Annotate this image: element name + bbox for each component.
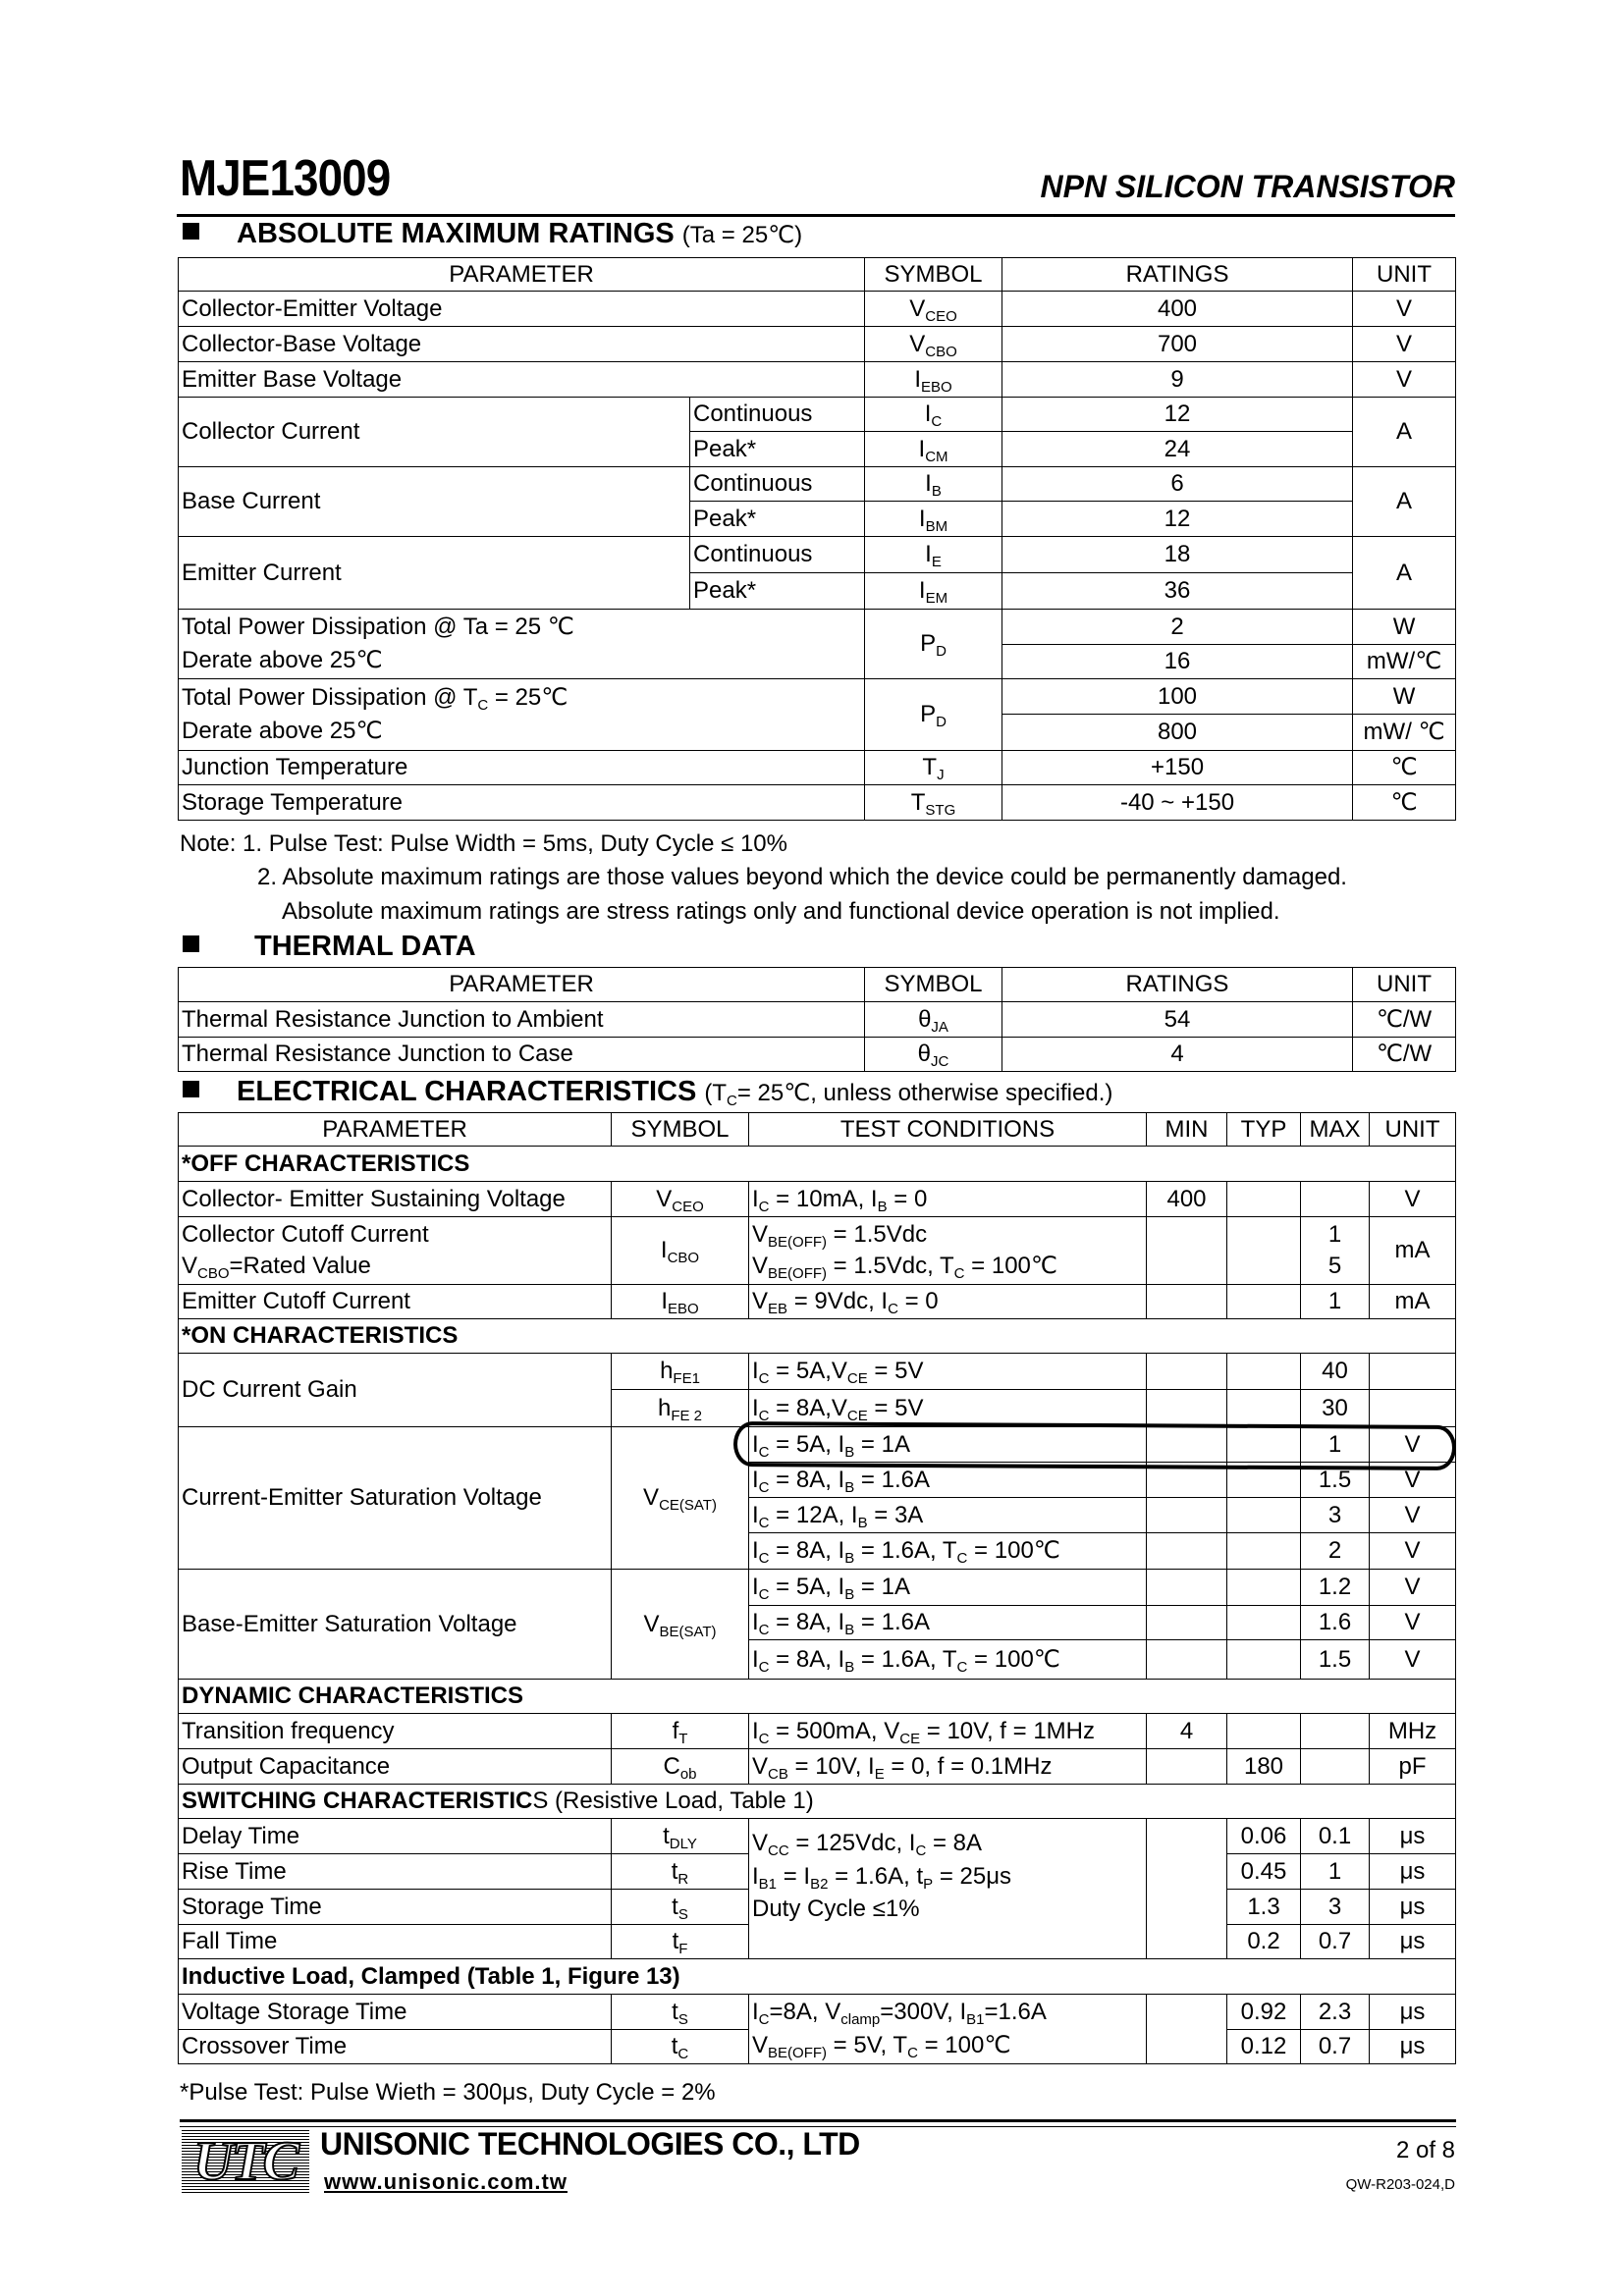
col-header: PARAMETER xyxy=(179,258,865,292)
company-url[interactable]: www.unisonic.com.tw xyxy=(324,2169,568,2194)
bullet-icon xyxy=(183,935,199,952)
table-row: Total Power Dissipation @ $T_C$ = 25℃ Derate above 25℃ $P_D$ 100 W xyxy=(179,679,1456,715)
table-row: Collector Current Continuous $I_C$ 12 A xyxy=(179,398,1456,432)
document-number: QW-R203-024,D xyxy=(1345,2176,1455,2193)
part-number: MJE13009 xyxy=(180,150,391,207)
table-row: Thermal Resistance Junction to Ambient $\theta_{JA}$ 54 ℃/W xyxy=(179,1002,1456,1038)
table-row: Junction Temperature $T_J$ +150 ℃ xyxy=(179,751,1456,785)
table-row: Transition frequency $f_T$ $I_C = 500mA$, $V_{CE} = 10V$, f = 1MHz 4 MHz xyxy=(179,1714,1456,1749)
footer-divider xyxy=(180,2119,1456,2122)
thermal-table xyxy=(178,967,1456,1072)
table-header-row: PARAMETER SYMBOL TEST CONDITIONS MIN TYP MAX UNIT xyxy=(179,1113,1456,1147)
table-row: $I_C = 8A$, $I_B = 1.6A$, $T_C$ = 100℃ 2 V xyxy=(179,1533,1456,1570)
utc-logo: UTC xyxy=(182,2128,309,2193)
col-header: UNIT xyxy=(1353,258,1456,292)
table-row: 16 mW/℃ xyxy=(179,645,1456,679)
table-row: Base Current Continuous $I_B$ 6 A xyxy=(179,467,1456,502)
company-name: UNISONIC TECHNOLOGIES CO., LTD xyxy=(320,2126,860,2162)
abs-max-section-title: ABSOLUTE MAXIMUM RATINGS (Ta = 25℃) xyxy=(183,218,802,250)
table-row: Thermal Resistance Junction to Case $\theta_{JC}$ 4 ℃/W xyxy=(179,1038,1456,1072)
table-row: Current-Emitter Saturation Voltage $V_{CE(SAT)}$ $I_C = 5A$, $I_B = 1A$ 1 V xyxy=(179,1427,1456,1463)
table-row: Crossover Time $t_C$ 0.12 0.7 μs xyxy=(179,2030,1456,2064)
table-header-row: PARAMETER SYMBOL RATINGS UNIT xyxy=(179,968,1456,1002)
table-row: $I_C = 8A$, $I_B = 1.6A$ 1.5 V xyxy=(179,1463,1456,1498)
table-row: Emitter Base Voltage $I_{EBO}$ 9 V xyxy=(179,362,1456,398)
table-row: Emitter Current Continuous $I_E$ 18 A xyxy=(179,537,1456,573)
abs-max-table xyxy=(178,257,1456,821)
table-row: Storage Temperature $T_{STG}$ -40 ~ +150 ℃ xyxy=(179,785,1456,821)
table-row: $I_C = 8A$, $I_B = 1.6A$, $T_C$ = 100℃ 1.5 V xyxy=(179,1640,1456,1680)
table-row: $I_C = 8A$, $I_B = 1.6A$ 1.6 V xyxy=(179,1606,1456,1640)
table-row: $h_{FE 2}$ $I_C = 8A,V_{CE} = 5V$ 30 xyxy=(179,1390,1456,1427)
table-row: Total Power Dissipation @ Ta = 25 ℃ Derate above 25℃ $P_D$ 2 W xyxy=(179,610,1456,645)
page-number: 2 of 8 xyxy=(1395,2137,1455,2163)
table-row: Peak* $I_{EM}$ 36 xyxy=(179,573,1456,610)
table-row: Peak* $I_{BM}$ 12 xyxy=(179,502,1456,537)
thermal-section-title: THERMAL DATA xyxy=(183,931,476,963)
table-row: Rise Time $t_R$ 0.45 1 μs xyxy=(179,1854,1456,1890)
table-row: 800 mW/ ℃ xyxy=(179,715,1456,751)
table-row: Output Capacitance $C_{ob}$ $V_{CB} = 10V$, $I_E = 0$, f = 0.1MHz 180 pF xyxy=(179,1749,1456,1785)
table-row: Storage Time $t_S$ 1.3 3 μs xyxy=(179,1890,1456,1925)
table-row: DC Current Gain $h_{FE1}$ $I_C = 5A,V_{CE} = 5V$ 40 xyxy=(179,1354,1456,1390)
table-row: Emitter Cutoff Current $I_{EBO}$ $V_{EB} = 9Vdc$, $I_C = 0$ 1 mA xyxy=(179,1285,1456,1319)
section-row: *ON CHARACTERISTICS xyxy=(179,1319,1456,1354)
section-row: SWITCHING CHARACTERISTICS (Resistive Load, Table 1) xyxy=(179,1785,1456,1819)
note-3: Absolute maximum ratings are stress ratings only and functional device operation is not implied. xyxy=(282,898,1280,925)
col-header: RATINGS xyxy=(1002,258,1353,292)
highlight-oval xyxy=(733,1421,1456,1470)
table-row: Collector-Emitter Voltage $V_{CEO}$ 400 V xyxy=(179,292,1456,327)
note-2: 2. Absolute maximum ratings are those values beyond which the device could be permanently damaged. xyxy=(257,864,1347,890)
table-row: Voltage Storage Time $t_S$ $I_C=8A$, $V_{clamp}=300V$, $I_{B1}=1.6A$ $V_{BE(OFF)} = 5V$, $T_C$ = 100℃ 0.92 2.3 μs xyxy=(179,1995,1456,2030)
table-row: Base-Emitter Saturation Voltage $V_{BE(SAT)}$ $I_C = 5A$, $I_B = 1A$ 1.2 V xyxy=(179,1570,1456,1606)
bullet-icon xyxy=(183,223,199,240)
section-row: Inductive Load, Clamped (Table 1, Figure 13) xyxy=(179,1959,1456,1995)
table-header-row xyxy=(179,258,1456,292)
table-row: Collector-Base Voltage $V_{CBO}$ 700 V xyxy=(179,327,1456,362)
section-row: DYNAMIC CHARACTERISTICS xyxy=(179,1680,1456,1714)
table-row: Collector- Emitter Sustaining Voltage $V_{CEO}$ $I_C = 10mA$, $I_B = 0$ 400 V xyxy=(179,1182,1456,1217)
device-type: NPN SILICON TRANSISTOR xyxy=(1040,169,1455,204)
table-row: $I_C = 12A$, $I_B = 3A$ 3 V xyxy=(179,1498,1456,1533)
pulse-note: *Pulse Test: Pulse Wieth = 300μs, Duty Cycle = 2% xyxy=(180,2079,716,2106)
note-1: Note: 1. Pulse Test: Pulse Width = 5ms, Duty Cycle ≤ 10% xyxy=(180,830,787,857)
table-row: Collector Cutoff Current $V_{CBO}=Rated$ Value $I_{CBO}$ $V_{BE(OFF)} = 1.5Vdc$ $V_{BE(OFF)} = 1.5Vdc$, $T_C$ = 100℃ 1 5 mA xyxy=(179,1217,1456,1285)
table-row: Fall Time $t_F$ 0.2 0.7 μs xyxy=(179,1925,1456,1959)
bullet-icon xyxy=(183,1081,199,1097)
section-row: *OFF CHARACTERISTICS xyxy=(179,1147,1456,1182)
electrical-table xyxy=(178,1112,1456,2064)
table-row: Peak* $I_{CM}$ 24 xyxy=(179,432,1456,467)
col-header: SYMBOL xyxy=(865,258,1002,292)
header-divider xyxy=(177,214,1455,217)
electrical-section-title: ELECTRICAL CHARACTERISTICS ($T_C=$ 25℃, unless otherwise specified.) xyxy=(183,1076,1112,1108)
table-row: Delay Time $t_{DLY}$ $V_{CC} = 125Vdc$, $I_C = 8A$ $I_{B1} = I_{B2} = 1.6A$, $t_P = 25\mu s$ Duty Cycle ≤1% 0.06 0.1 μs xyxy=(179,1819,1456,1854)
